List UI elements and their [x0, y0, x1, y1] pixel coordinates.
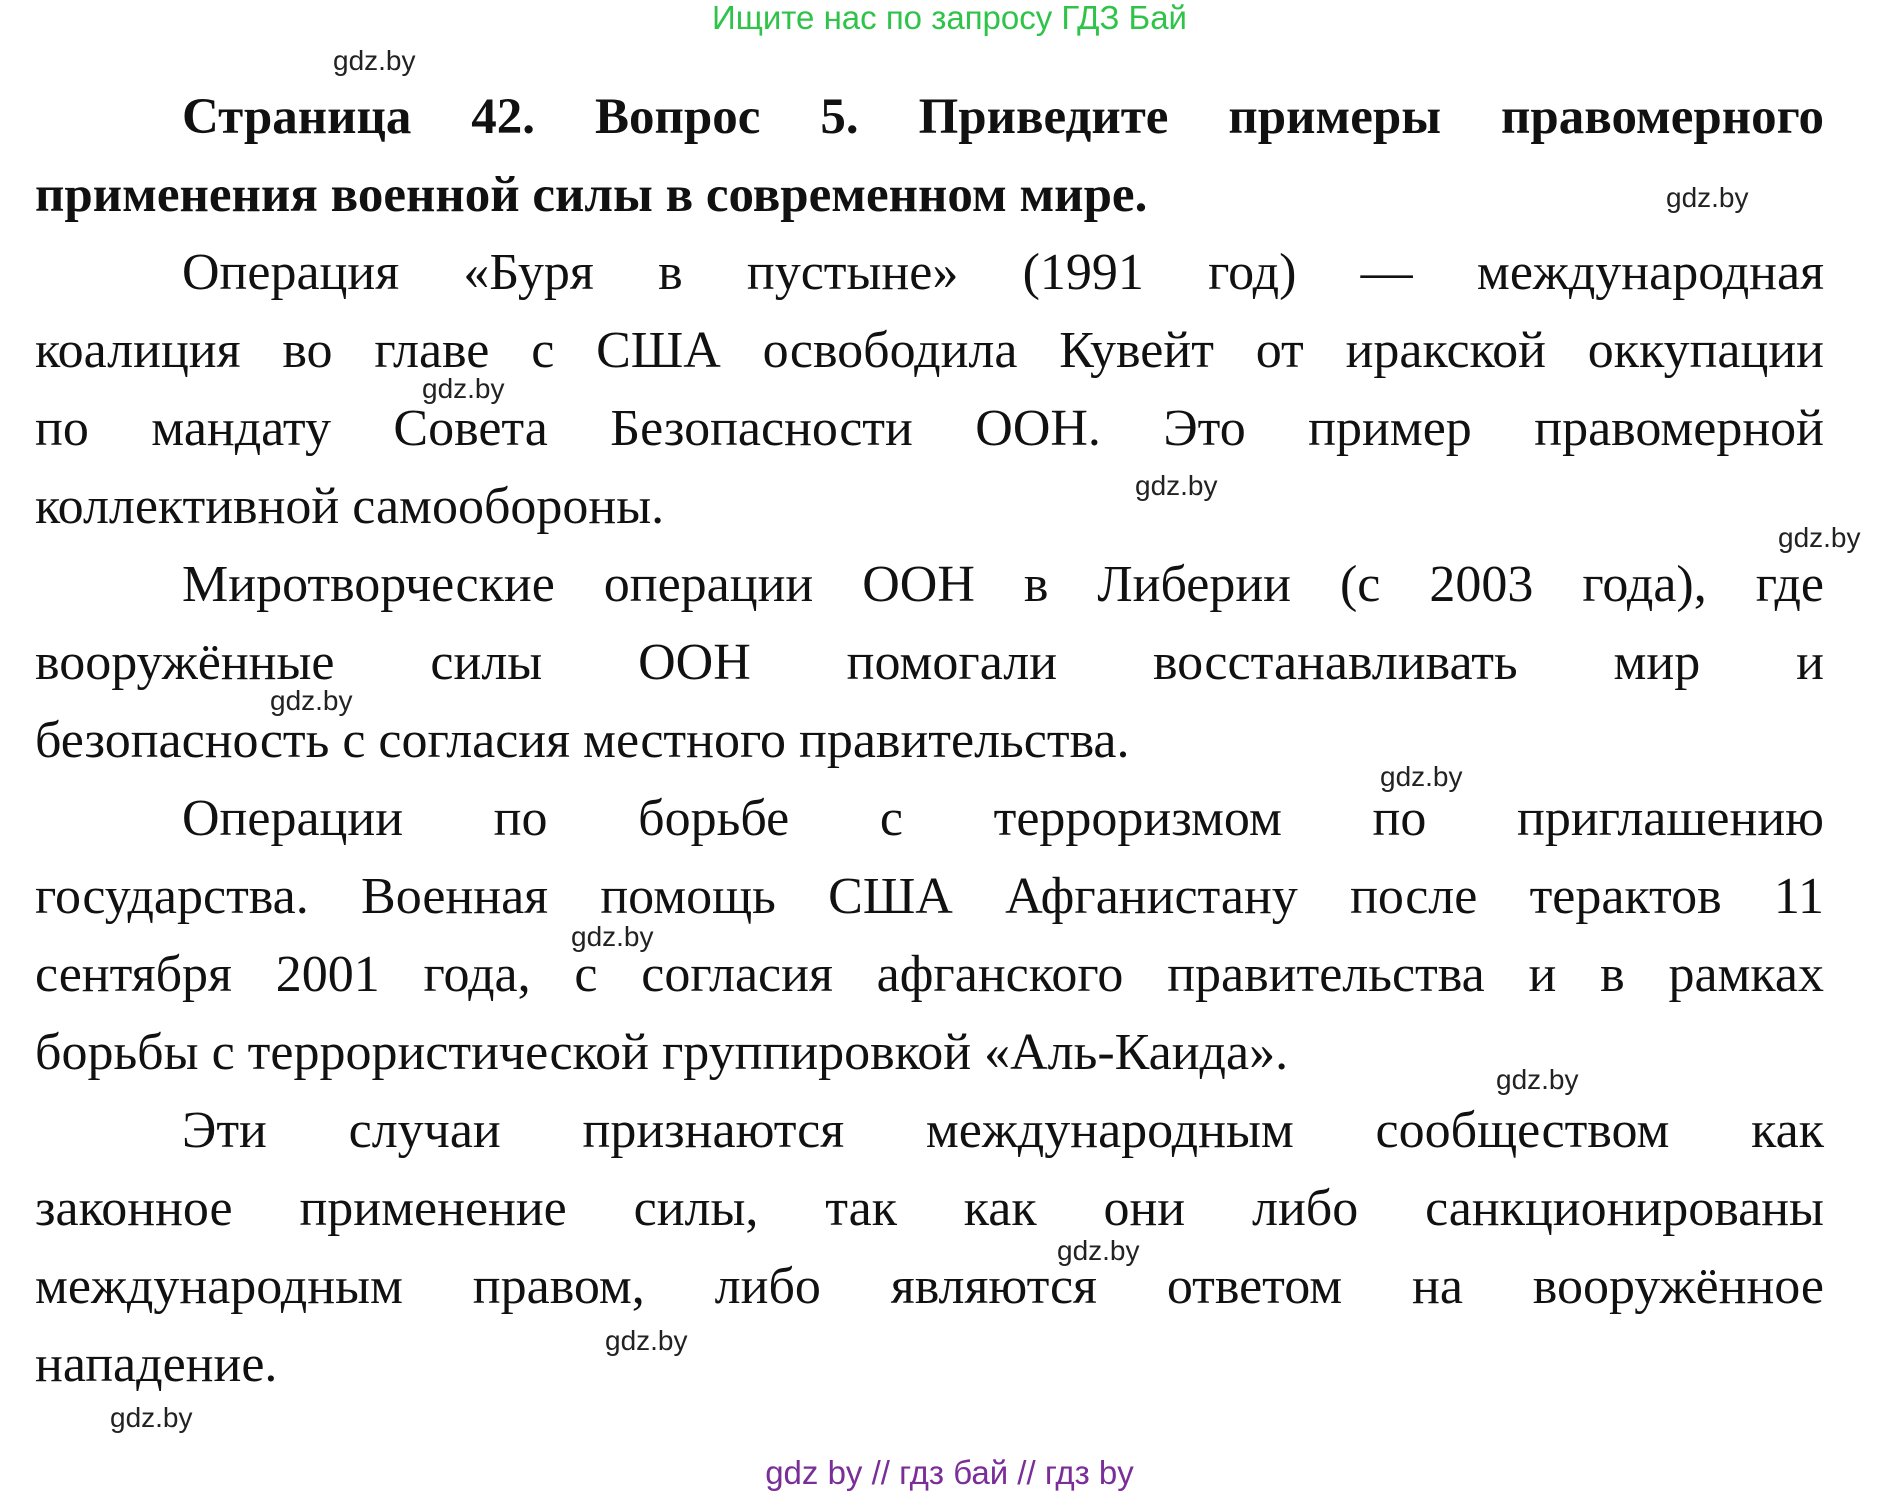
paragraph-1-line-1: Операция «Буря в пустыне» (1991 год) — международная — [182, 244, 1824, 301]
paragraph-1-line-2: коалиция во главе с США освободила Кувейт от иракской оккупации — [35, 322, 1824, 379]
question-title-line-1: Страница 42. Вопрос 5. Приведите примеры правомерного — [182, 89, 1824, 145]
paragraph-2-line-3: безопасность с согласия местного правительства. — [35, 712, 1130, 769]
paragraph-1-line-3: по мандату Совета Безопасности ООН. Это пример правомерной — [35, 400, 1824, 457]
paragraph-4-line-3: международным правом, либо являются ответом на вооружённое — [35, 1258, 1824, 1315]
search-hint-banner: Ищите нас по запросу ГДЗ Бай — [712, 0, 1187, 36]
watermark: gdz.by — [1666, 182, 1749, 213]
paragraph-4-line-2: законное применение силы, так как они либо санкционированы — [35, 1180, 1824, 1237]
watermark: gdz.by — [571, 921, 654, 952]
watermark: gdz.by — [1380, 761, 1463, 792]
paragraph-4-line-1: Эти случаи признаются международным сообществом как — [182, 1102, 1824, 1159]
paragraph-1-line-4: коллективной самообороны. — [35, 478, 665, 535]
watermark: gdz.by — [1778, 522, 1861, 553]
question-title-line-2: применения военной силы в современном мире. — [35, 167, 1148, 223]
watermark: gdz.by — [270, 685, 353, 716]
paragraph-3-line-4: борьбы с террористической группировкой «Аль-Каида». — [35, 1024, 1289, 1081]
paragraph-2-line-1: Миротворческие операции ООН в Либерии (с 2003 года), где — [182, 556, 1824, 613]
watermark: gdz.by — [1057, 1235, 1140, 1266]
watermark: gdz.by — [1496, 1064, 1579, 1095]
paragraph-3-line-3: сентября 2001 года, с согласия афганского правительства и в рамках — [35, 946, 1824, 1003]
paragraph-2-line-2: вооружённые силы ООН помогали восстанавливать мир и — [35, 634, 1824, 691]
paragraph-3-line-2: государства. Военная помощь США Афганистану после терактов 11 — [35, 868, 1824, 925]
watermark: gdz.by — [110, 1402, 193, 1433]
document-body — [35, 78, 1824, 1404]
watermark: gdz.by — [605, 1325, 688, 1356]
paragraph-3-line-1: Операции по борьбе с терроризмом по приглашению — [182, 790, 1824, 847]
watermark: gdz.by — [422, 373, 505, 404]
paragraph-4-line-4: нападение. — [35, 1336, 278, 1393]
watermark: gdz.by — [1135, 470, 1218, 501]
footer-links: gdz by // гдз бай // гдз by — [765, 1454, 1134, 1491]
watermark: gdz.by — [333, 45, 416, 76]
